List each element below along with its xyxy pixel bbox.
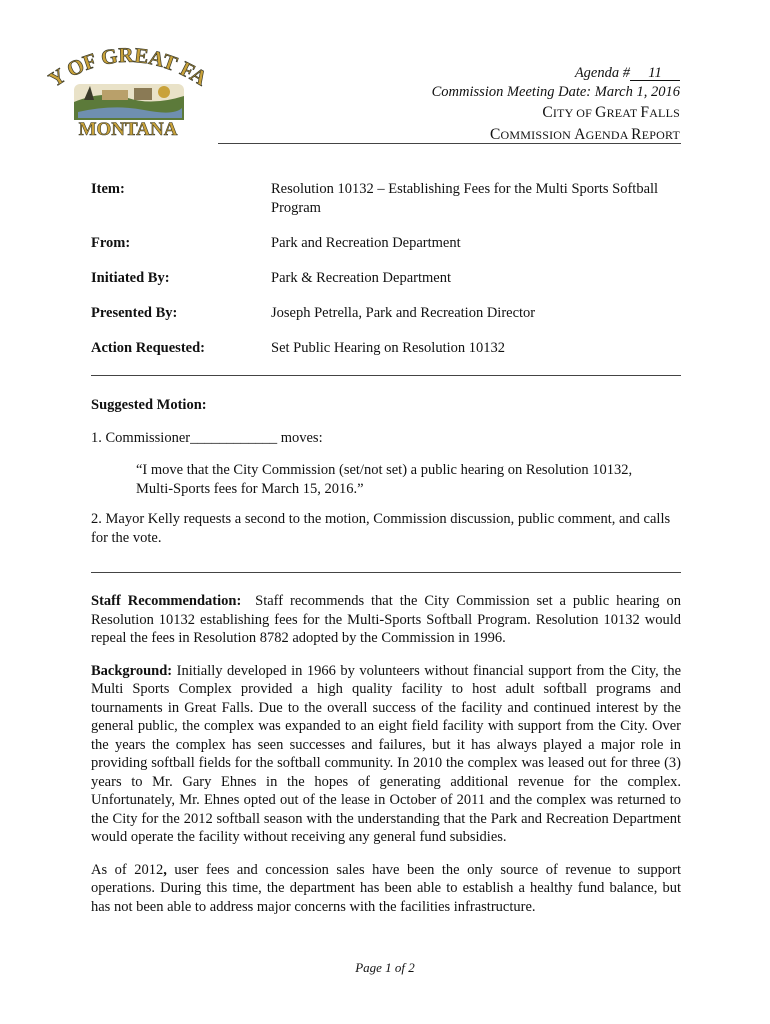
logo-building-2 — [134, 88, 152, 100]
suggested-motion-section — [91, 396, 681, 547]
revenue-paragraph — [91, 861, 681, 917]
presented-by-label: Presented By: — [91, 305, 178, 321]
background-text: Initially developed in 1966 by volunteers without financial support from the City, the Multi Sports Complex provided a high quality facility to host adult softball programs and tournaments in Great Falls. Due to the overall success of the facility and continued interest by the general public, the complex was expanded to an eight field facility with support from the City. Over the years the complex has seen successes and failures, but it has always played a major role in providing softball fields for the softball community. In 2010 the complex was leased out for three (3) years to Mr. Gary Ehnes in the hopes of generating additional revenue for the complex. Unfortunately, Mr. Ehnes opted out of the lease in October of 2011 and the complex was returned to the City for the 2012 softball season with the understanding that the Park and Recreation Department would operate the facility without receiving any general fund subsidies. — [91, 662, 682, 845]
meeting-date: Commission Meeting Date: March 1, 2016 — [431, 84, 680, 100]
agenda-label: Agenda # — [574, 65, 630, 81]
initiated-by-row — [91, 269, 681, 288]
revenue-text: user fees and concession sales have been the only source of revenue to support operations. During this time, the department has been able to establish a healthy fund balance, but has not been able to address major concerns with the facilities infrastructure. — [91, 861, 681, 915]
motion-step-2: 2. Mayor Kelly requests a second to the motion, Commission discussion, public comment, and calls for the vote. — [91, 511, 671, 546]
background-heading: Background: — [91, 662, 173, 679]
motion-heading: Suggested Motion: — [91, 397, 207, 413]
from-row — [91, 234, 681, 253]
item-value: Resolution 10132 – Establishing Fees for the Multi Sports Softball Program — [271, 181, 659, 216]
initiated-by-value: Park & Recreation Department — [271, 270, 451, 286]
city-logo-graphic — [44, 40, 212, 140]
staff-recommendation-heading: Staff Recommendation: — [91, 593, 242, 609]
presented-by-value: Joseph Petrella, Park and Recreation Director — [271, 305, 536, 321]
header-divider — [218, 143, 681, 144]
logo-building — [102, 90, 128, 100]
agenda-number: 11 — [630, 66, 680, 81]
agenda-number-line — [432, 64, 680, 83]
logo-sun — [158, 86, 170, 98]
item-details — [91, 180, 681, 374]
item-label: Item: — [91, 181, 125, 197]
motion-quote: “I move that the City Commission (set/not set) a public hearing on Resolution 10132, Multi-Sports fees for March 15, 2016.” — [136, 462, 633, 497]
action-requested-label: Action Requested: — [91, 340, 205, 356]
initiated-by-label: Initiated By: — [91, 270, 170, 286]
city-seal-logo — [44, 40, 212, 140]
page-number: Page 1 of 2 — [355, 960, 415, 975]
section-divider-1 — [91, 375, 681, 376]
section-divider-2 — [91, 572, 681, 573]
report-title: COMMISSION AGENDA REPORT — [489, 126, 680, 143]
action-requested-value: Set Public Hearing on Resolution 10132 — [271, 340, 505, 356]
staff-recommendation-text: Staff recommends that the City Commission set a public hearing on Resolution 10132 establishing fees for the Multi-Sports Softball Program. Resolution 10132 would repeal the fees in Resolution 8782 adopted by the Commission in 1996. — [91, 593, 681, 646]
revenue-lead: As of 2012 — [91, 861, 164, 878]
presented-by-row — [91, 304, 681, 323]
item-row — [91, 180, 681, 218]
staff-recommendation-paragraph — [91, 592, 681, 648]
revenue-comma: , — [163, 861, 167, 878]
report-header — [432, 64, 680, 146]
logo-bottom-text: MONTANA — [78, 119, 178, 140]
from-value: Park and Recreation Department — [271, 235, 461, 251]
logo-top-text: Y OF GREAT FA — [44, 42, 212, 92]
action-requested-row — [91, 339, 681, 358]
from-label: From: — [91, 235, 131, 251]
background-paragraph — [91, 662, 681, 847]
motion-step-1: 1. Commissioner____________ moves: — [91, 429, 323, 446]
report-body — [91, 592, 681, 916]
org-title: CITY OF GREAT FALLS — [542, 104, 680, 121]
